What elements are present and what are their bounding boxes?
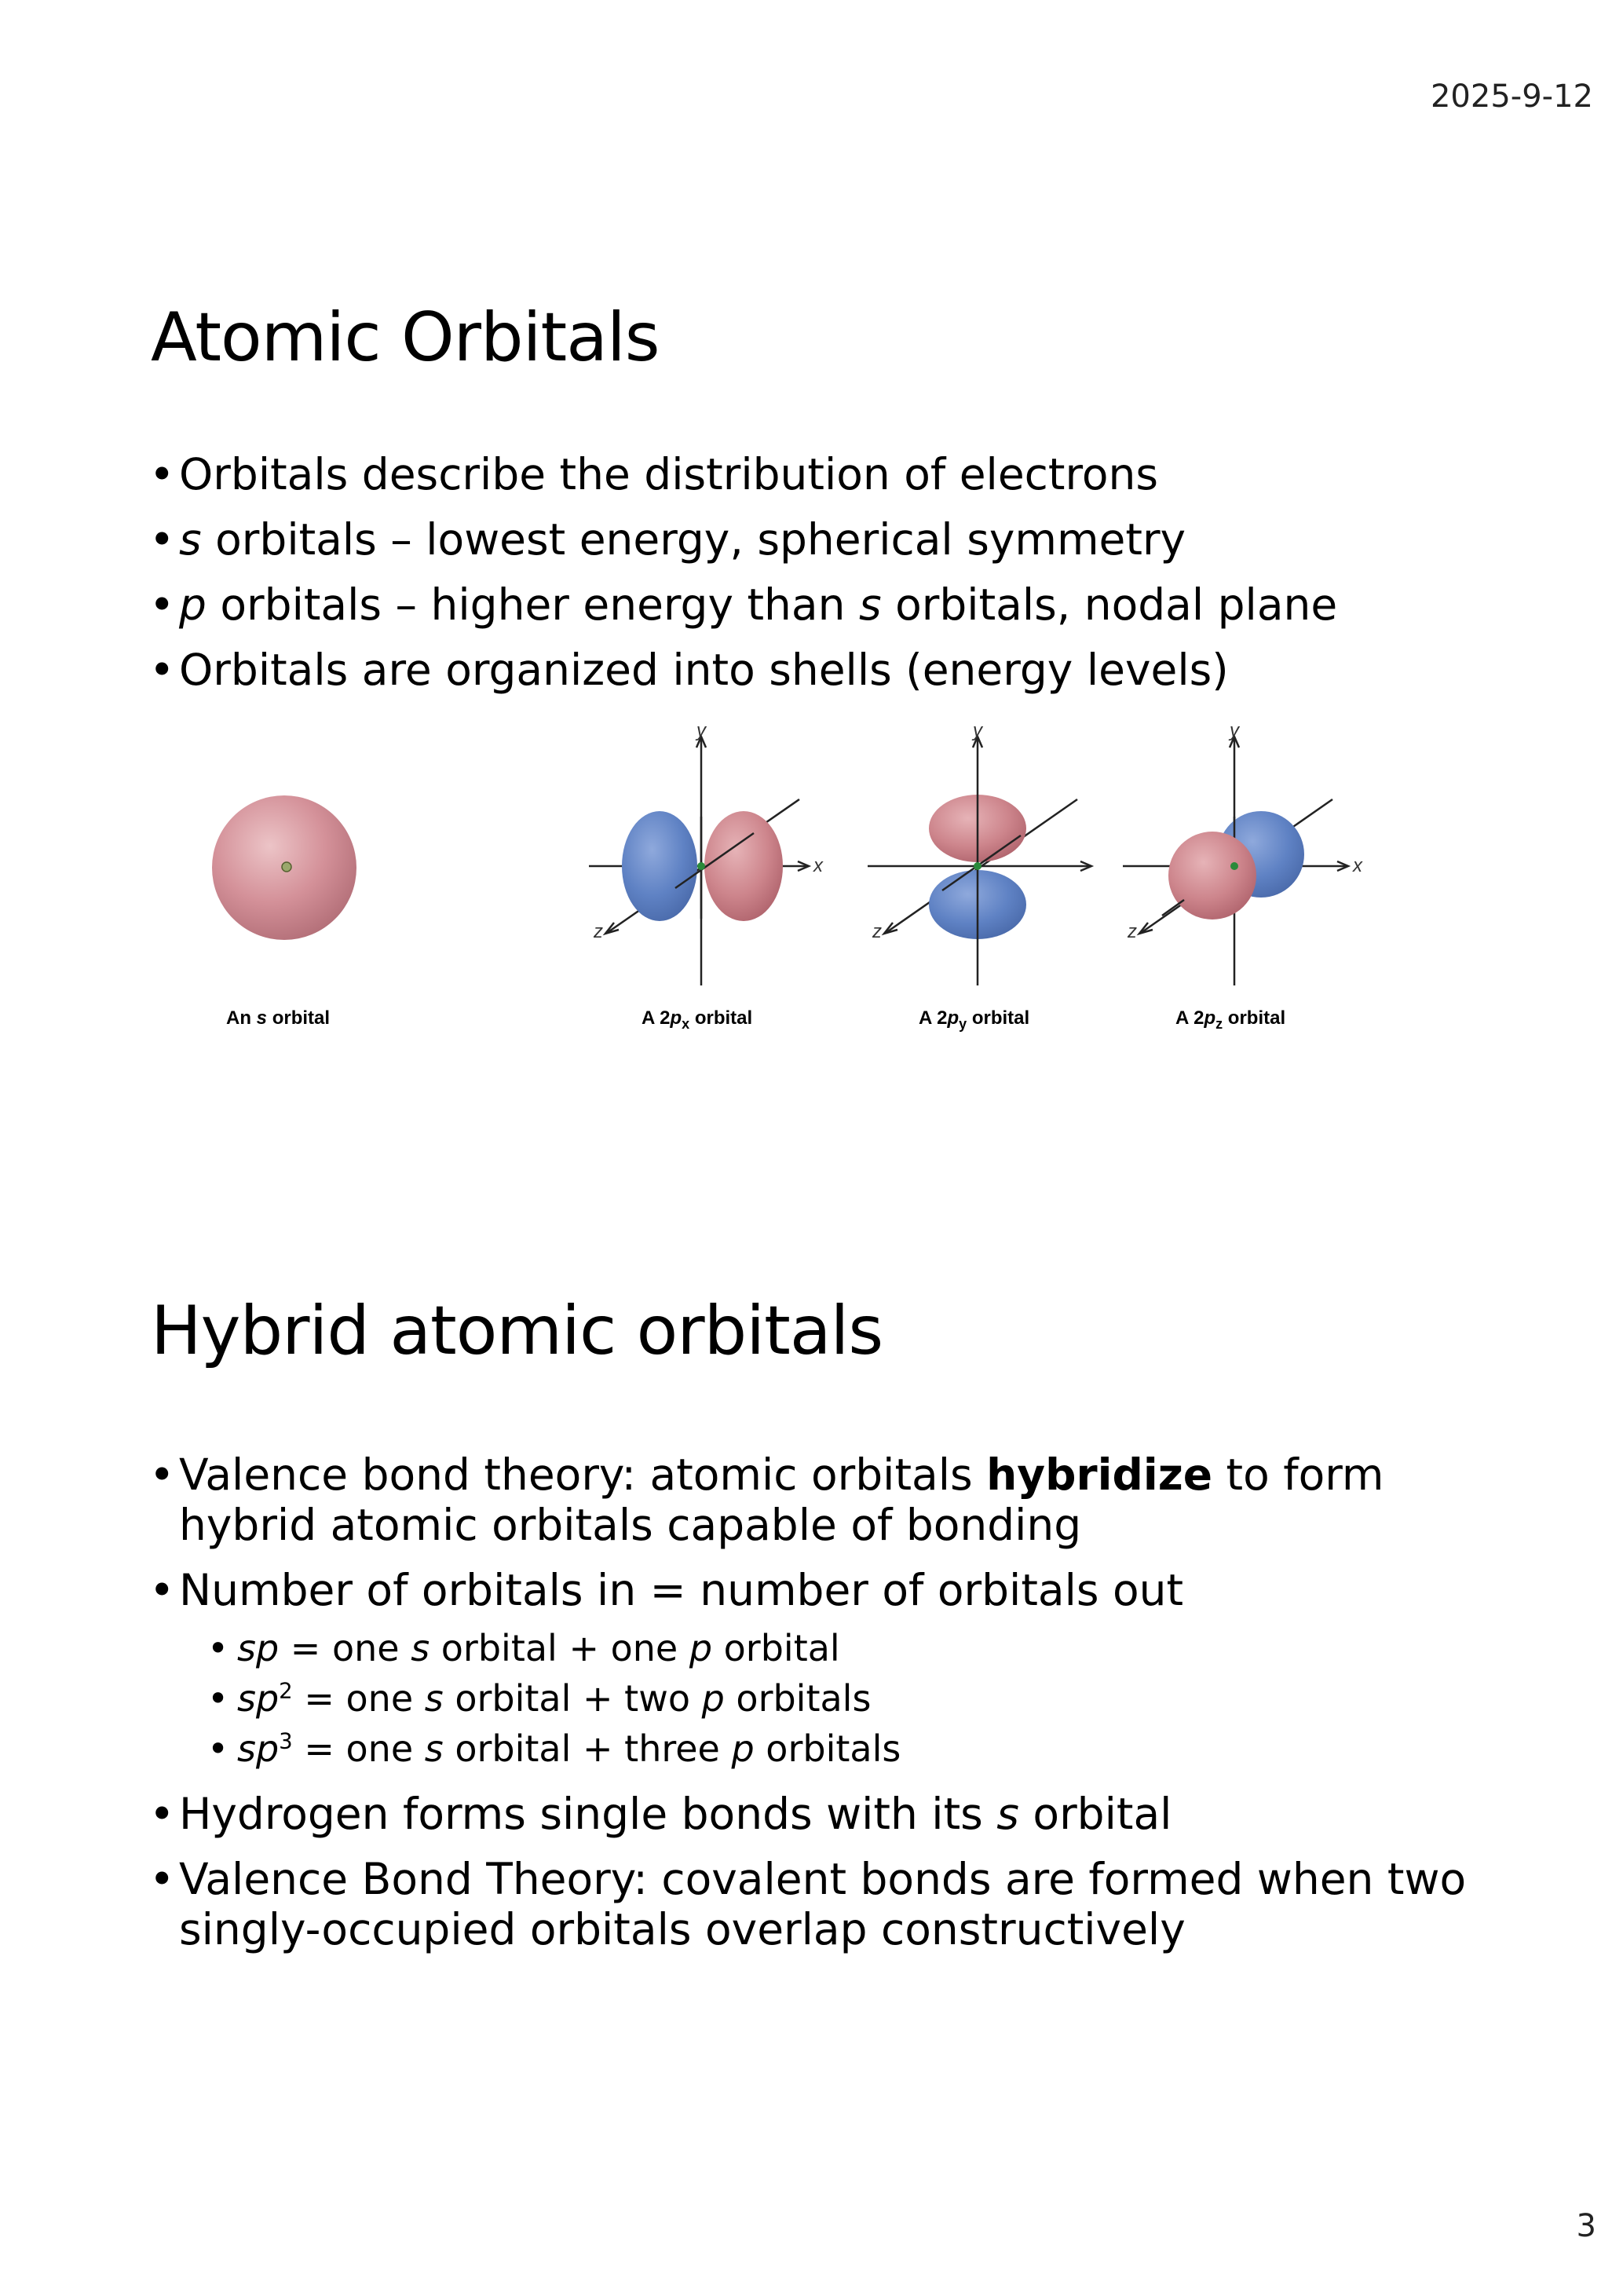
slide-date: 2025-9-12 bbox=[1430, 79, 1593, 115]
axis-label-z: z bbox=[1128, 921, 1137, 942]
hybrid-orbitals-bullets bbox=[149, 1450, 1468, 1969]
sub-bullet-item: • sp = one s orbital + one p orbital bbox=[207, 1623, 1468, 1673]
axis-label-y: y bbox=[1230, 720, 1239, 741]
bullet-item: • Valence Bond Theory: covalent bonds are formed when two singly-occupied orbitals overlap constructively bbox=[149, 1854, 1468, 1954]
orbital-figure bbox=[0, 0, 1623, 1060]
sub-bullet-item: • $sp^2$ = one s orbital + two p orbitals bbox=[207, 1673, 1468, 1724]
axis-label-y: y bbox=[973, 720, 982, 741]
bullet-item: • s orbitals – lowest energy, spherical symmetry bbox=[149, 514, 1484, 565]
axis-label-x: x bbox=[813, 855, 823, 876]
hybridization-sublist bbox=[179, 1623, 1468, 1774]
page-number: 3 bbox=[1576, 2208, 1596, 2244]
axis-label-x: x bbox=[1353, 855, 1362, 876]
bullet-item: • Orbitals are organized into shells (energy levels) bbox=[149, 645, 1484, 695]
axis-label-z: z bbox=[594, 921, 603, 942]
axis-label-z: z bbox=[872, 921, 882, 942]
caption-2py-orbital: A $2p_y$ orbital bbox=[919, 1007, 1030, 1032]
caption-2px-orbital: A $2p_x$ orbital bbox=[642, 1007, 753, 1032]
bullet-item: • p orbitals – higher energy than s orbitals, nodal plane bbox=[149, 579, 1484, 630]
bullet-item: • Orbitals describe the distribution of electrons bbox=[149, 449, 1484, 499]
bullet-item: • Number of orbitals in = number of orbitals out • sp = one s orbital + one p orbital • $sp^2$ = one s orbital + two p orbitals • $sp^3$ = one s orbital + three p orbitals bbox=[149, 1565, 1468, 1774]
2pz-orbital-diagram bbox=[1123, 737, 1348, 985]
bullet-item: • Hydrogen forms single bonds with its s orbital bbox=[149, 1789, 1468, 1839]
s-orbital-diagram bbox=[212, 795, 356, 940]
caption-2pz-orbital: A $2p_z$ orbital bbox=[1175, 1007, 1286, 1032]
sub-bullet-item: • $sp^3$ = one s orbital + three p orbitals bbox=[207, 1724, 1468, 1774]
bullet-item: • Valence bond theory: atomic orbitals hybridize to form hybrid atomic orbitals capable of bonding bbox=[149, 1450, 1468, 1550]
caption-s-orbital: An s orbital bbox=[226, 1007, 331, 1029]
slide-title-atomic-orbitals: Atomic Orbitals bbox=[151, 298, 660, 377]
2py-orbital-diagram bbox=[868, 737, 1091, 985]
slide-title-hybrid-orbitals: Hybrid atomic orbitals bbox=[151, 1292, 883, 1370]
2px-orbital-diagram bbox=[589, 737, 809, 985]
axis-label-y: y bbox=[696, 720, 706, 741]
